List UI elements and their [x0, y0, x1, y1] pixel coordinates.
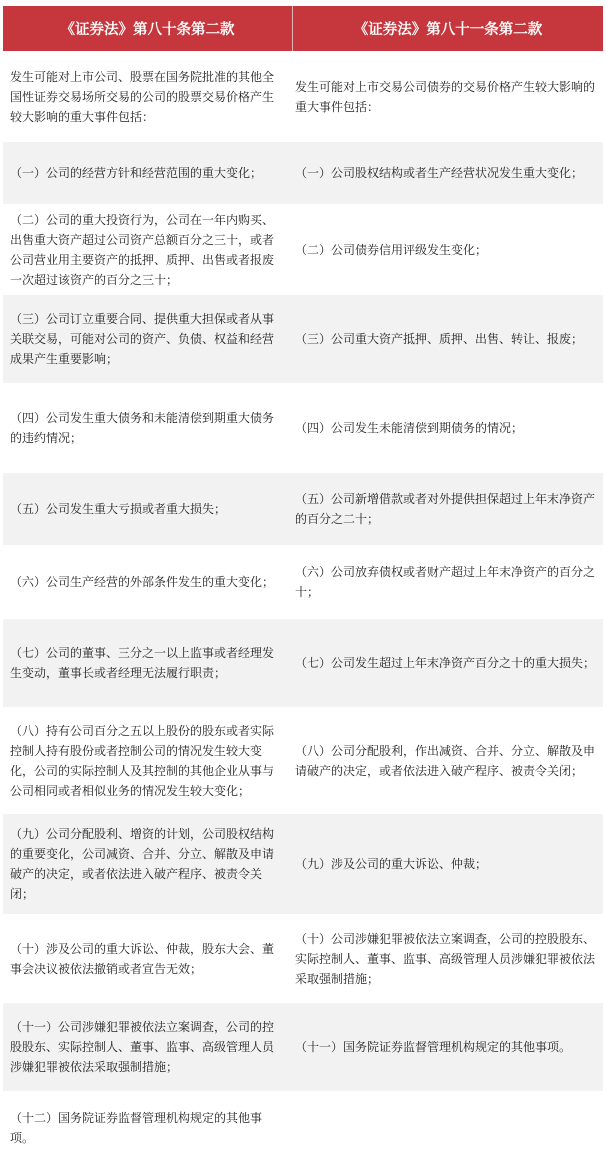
cell-right: （二）公司债券信用评级发生变化； — [292, 204, 603, 295]
cell-left: （二）公司的重大投资行为，公司在一年内购买、出售重大资产超过公司资产总额百分之三十，或者公司营业用主要资产的抵押、质押、出售或者报废一次超过该资产的百分之三十； — [3, 204, 292, 295]
table-header — [3, 6, 603, 51]
cell-left: （七）公司的董事、三分之一以上监事或者经理发生变动，董事长或者经理无法履行职责； — [3, 619, 292, 707]
cell-right: （十）公司涉嫌犯罪被依法立案调查，公司的控股股东、实际控制人、董事、监事、高级管理人员涉嫌犯罪被依法采取强制措施； — [292, 914, 603, 1003]
cell-right: （四）公司发生未能清偿到期债务的情况； — [292, 383, 603, 473]
table-row — [3, 51, 603, 142]
cell-left: （九）公司分配股利、增资的计划，公司股权结构的重要变化，公司减资、合并、分立、解散及申请破产的决定，或者依法进入破产程序、被责令关闭； — [3, 814, 292, 914]
cell-right: 发生可能对上市交易公司债券的交易价格产生较大影响的重大事件包括： — [292, 51, 603, 142]
comparison-table — [3, 6, 603, 1165]
cell-left: 发生可能对上市公司、股票在国务院批准的其他全国性证券交易场所交易的公司的股票交易价格产生较大影响的重大事件包括： — [3, 51, 292, 142]
table-row — [3, 1003, 603, 1091]
table-row — [3, 204, 603, 295]
cell-left: （六）公司生产经营的外部条件发生的重大变化； — [3, 545, 292, 619]
table-row — [3, 142, 603, 204]
cell-left: （十）涉及公司的重大诉讼、仲裁，股东大会、董事会决议被依法撤销或者宣告无效； — [3, 914, 292, 1003]
table-row — [3, 814, 603, 914]
cell-right — [292, 1091, 603, 1165]
cell-right: （八）公司分配股利，作出减资、合并、分立、解散及申请破产的决定，或者依法进入破产程序、被责令关闭； — [292, 707, 603, 814]
table-row — [3, 383, 603, 473]
cell-left: （十二）国务院证券监督管理机构规定的其他事项。 — [3, 1091, 292, 1165]
cell-right: （九）涉及公司的重大诉讼、仲裁； — [292, 814, 603, 914]
cell-right: （七）公司发生超过上年末净资产百分之十的重大损失； — [292, 619, 603, 707]
table-row — [3, 545, 603, 619]
header-right: 《证券法》第八十一条第二款 — [293, 6, 603, 51]
cell-left: （一）公司的经营方针和经营范围的重大变化； — [3, 142, 292, 204]
table-row — [3, 707, 603, 814]
cell-left: （十一）公司涉嫌犯罪被依法立案调查，公司的控股股东、实际控制人、董事、监事、高级管理人员涉嫌犯罪被依法采取强制措施； — [3, 1003, 292, 1091]
header-left: 《证券法》第八十条第二款 — [3, 6, 293, 51]
cell-right: （五）公司新增借款或者对外提供担保超过上年末净资产的百分之二十； — [292, 473, 603, 545]
cell-right: （一）公司股权结构或者生产经营状况发生重大变化； — [292, 142, 603, 204]
table-row — [3, 295, 603, 383]
cell-right: （十一）国务院证券监督管理机构规定的其他事项。 — [292, 1003, 603, 1091]
table-row — [3, 914, 603, 1003]
cell-left: （八）持有公司百分之五以上股份的股东或者实际控制人持有股份或者控制公司的情况发生较大变化，公司的实际控制人及其控制的其他企业从事与公司相同或者相似业务的情况发生较大变化； — [3, 707, 292, 814]
cell-left: （三）公司订立重要合同、提供重大担保或者从事关联交易，可能对公司的资产、负债、权益和经营成果产生重要影响； — [3, 295, 292, 383]
cell-right: （六）公司放弃债权或者财产超过上年末净资产的百分之十； — [292, 545, 603, 619]
cell-left: （四）公司发生重大债务和未能清偿到期重大债务的违约情况； — [3, 383, 292, 473]
table-row — [3, 473, 603, 545]
table-row — [3, 1091, 603, 1165]
cell-right: （三）公司重大资产抵押、质押、出售、转让、报废； — [292, 295, 603, 383]
table-row — [3, 619, 603, 707]
cell-left: （五）公司发生重大亏损或者重大损失； — [3, 473, 292, 545]
